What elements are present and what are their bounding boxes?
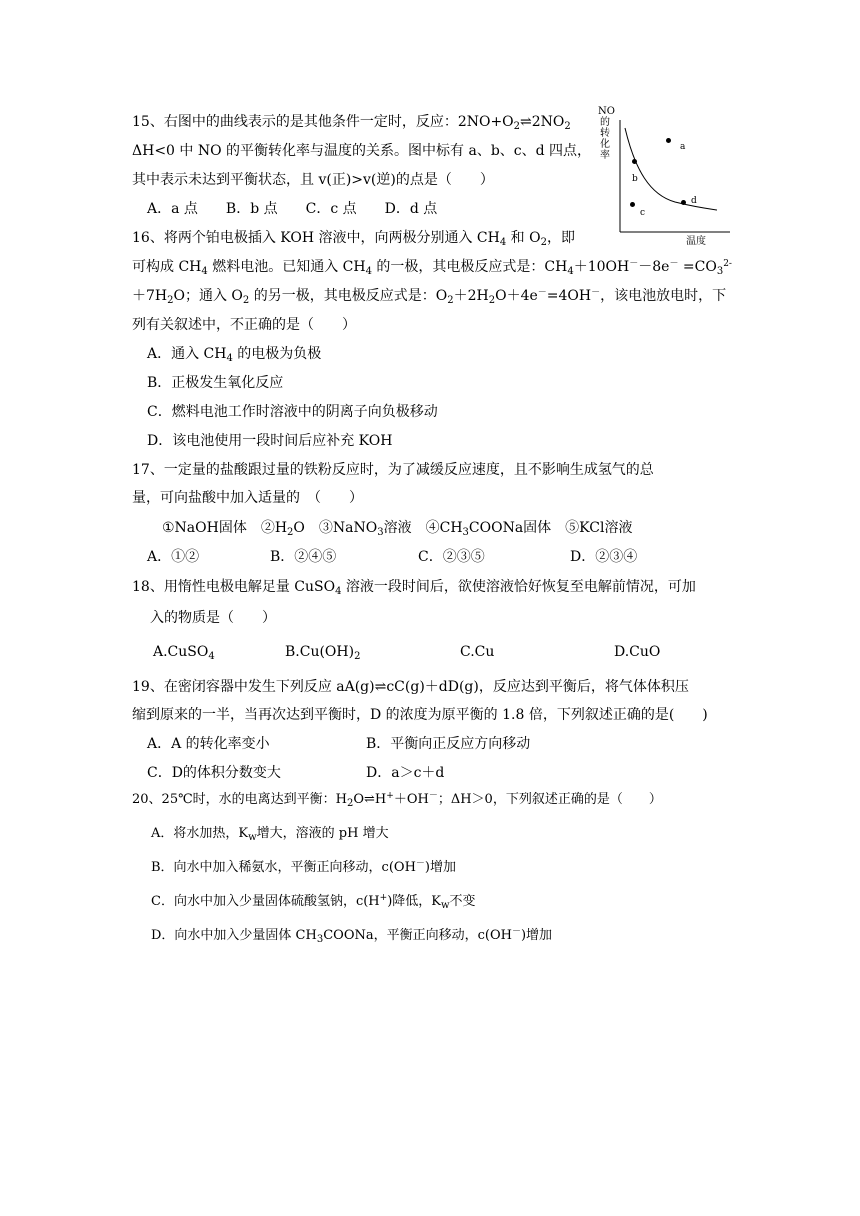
q18-option-d: D.CuO [614,644,661,660]
q17-option-c: C．②③⑤ [418,549,485,565]
q18-option-b: $B.Cu(OH)_2$ [285,644,361,662]
graph-point-c [630,202,635,207]
q19-option-c: C．D的体积分数变大 [147,765,281,781]
q20-line1: 20、25℃时，水的电离达到平衡：$H_2O\rightleftharpoons H^++OH^-$；ΔH＞0，下列叙述正确的是（ ） [132,791,662,809]
graph-x-label: 温度 [686,236,706,247]
q20-option-b: B．向水中加入稀氨水，平衡正向移动，c(OH－)增加 [151,859,456,875]
q18-option-c: C.Cu [460,644,495,660]
q20-option-a: A．将水加热，$K_w$增大，溶液的 pH 增大 [151,826,389,843]
q17-option-a: A．①② [147,549,200,565]
q17-option-b: B．②④⑤ [270,549,337,565]
q19-option-b: B．平衡向正反应方向移动 [366,736,531,752]
q17-items: ①NaOH固体 $②H_2O$ ③NaNO$_3$溶液 $④CH_3COONa$固体 ⑤KCl溶液 [162,520,633,538]
q15-conversion-temperature-graph [595,100,745,260]
q19-option-a: A．A 的转化率变小 [147,736,270,752]
q16-option-b: B．正极发生氧化反应 [147,375,284,391]
q19-option-d: D．a＞c＋d [366,765,445,781]
q15-options: A．a 点 B．b 点 C．c 点 D．d 点 [147,201,438,217]
graph-point-d [681,200,686,205]
graph-y-label: NO的转化率 [598,106,615,161]
graph-label-d: d [691,196,697,206]
graph-point-a [666,138,671,143]
q20-option-d: D．向水中加入少量固体 $CH_3COONa$，平衡正向移动，c(OH－)增加 [151,927,553,945]
graph-label-a: a [680,142,686,152]
q18-option-a: A.CuSO$_4$ [153,644,215,662]
q20-option-c: C．向水中加入少量固体硫酸氢钠，c(H+)降低，$K_w$不变 [151,893,476,911]
q15-line3: 其中表示未达到平衡状态，且 v(正)>v(逆)的点是（ ） [132,172,494,188]
q16-line3: $+7H_2O$；通入 $O_2$ 的另一极，其电极反应式是：$O_2+2H_2O+4e^-=4OH^-$，该电池放电时，下 [132,288,727,306]
q17-line2: 量，可向盐酸中加入适量的 （ ） [132,490,363,506]
q18-line1: 18、用惰性电极电解足量 CuSO$_4$ 溶液一段时间后，欲使溶液恰好恢复至电解前情况，可加 [132,579,696,597]
q16-line1: 16、将两个铂电极插入 KOH 溶液中，向两极分别通入 $CH_4$ 和 $O_2$，即 [132,230,575,248]
q16-option-d: D．该电池使用一段时间后应补充 KOH [147,433,393,449]
q19-line2: 缩到原来的一半，当再次达到平衡时，D 的浓度为原平衡的 1.8 倍，下列叙述正确的是( ) [132,707,708,723]
graph-point-b [632,159,637,164]
q17-line1: 17、一定量的盐酸跟过量的铁粉反应时，为了减缓反应速度，且不影响生成氢气的总 [132,462,654,478]
graph-label-b: b [632,174,638,184]
graph-label-c: c [640,208,646,218]
q16-line2: 可构成 $CH_4$ 燃料电池。已知通入 $CH_4$ 的一极，其电极反应式是：$CH_4+10OH^--8e^- =CO_3^{2-}$ [132,259,732,277]
q16-option-c: C．燃料电池工作时溶液中的阴离子向负极移动 [147,404,438,420]
q16-option-a: A．通入 $CH_4$ 的电极为负极 [147,346,322,364]
q15-line2: ΔH<0 中 NO 的平衡转化率与温度的关系。图中标有 a、b、c、d 四点， [132,143,592,159]
q18-line2: 入的物质是（ ） [150,610,276,626]
equilibrium-curve [625,128,717,210]
q19-line1: 19、在密闭容器中发生下列反应 aA(g)⇌cC(g)＋dD(g)，反应达到平衡后，将气体体积压 [132,679,689,695]
q16-line4: 列有关叙述中，不正确的是（ ） [132,317,356,333]
q17-option-d: D．②③④ [570,549,638,565]
q15-line1: 15、右图中的曲线表示的是其他条件一定时，反应：$2NO+O_2\rightleftharpoons 2NO_2$ [132,114,571,132]
